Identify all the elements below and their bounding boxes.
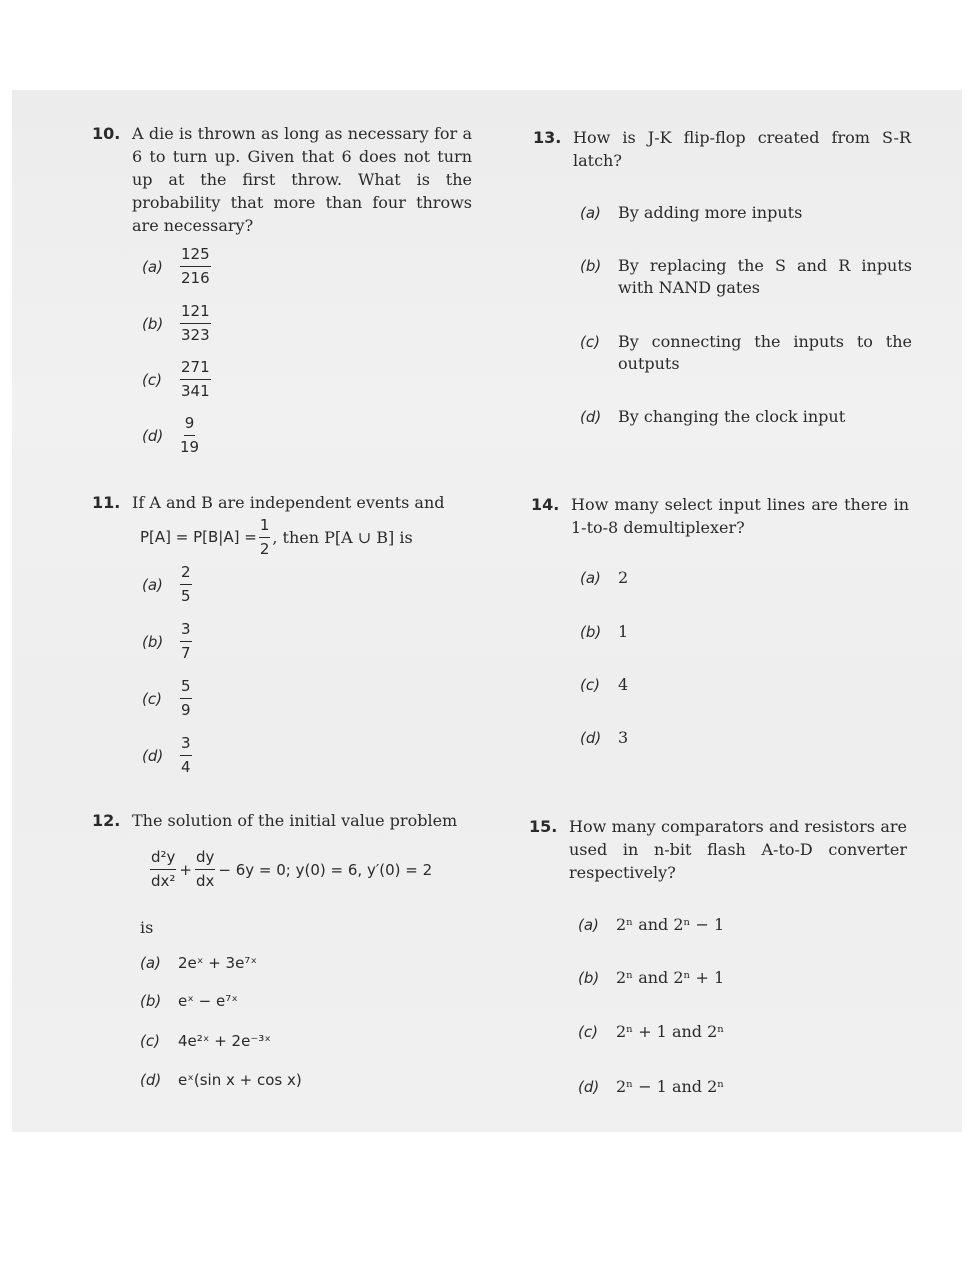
- option-label: (a): [580, 204, 601, 222]
- option-text: 2ⁿ and 2ⁿ + 1: [616, 968, 725, 987]
- option-b: [140, 990, 238, 1012]
- option-label: (d): [140, 1071, 162, 1089]
- option-text: 2eˣ + 3e⁷ˣ: [178, 954, 257, 972]
- option-label: (a): [580, 569, 601, 587]
- option-text: 1: [618, 622, 629, 641]
- option-text: By adding more inputs: [618, 203, 803, 222]
- option-c: [578, 1021, 724, 1043]
- fraction: $\frac{5}{9}$: [181, 677, 191, 719]
- formula: P[A] = P[B|A] =: [140, 528, 257, 546]
- option-label: (b): [140, 992, 162, 1010]
- option-d: [142, 734, 192, 777]
- fraction: $\frac{3}{7}$: [181, 620, 191, 662]
- option-c: [142, 358, 211, 401]
- option-b: [580, 621, 628, 643]
- question-12: [92, 809, 474, 832]
- option-a: [140, 952, 257, 974]
- option-a: [580, 567, 628, 589]
- option-label: (c): [580, 676, 600, 694]
- fraction: $\frac{125}{216}$: [181, 245, 210, 287]
- question-number: 10.: [92, 124, 121, 143]
- option-label: (b): [580, 623, 602, 641]
- option-d: [578, 1076, 724, 1098]
- option-text: eˣ − e⁷ˣ: [178, 992, 238, 1010]
- option-label: (d): [578, 1078, 600, 1096]
- fraction: $\frac{1}{2}$: [259, 516, 270, 558]
- equation: $\frac{\text{d²y}}{\text{dx²}}$ + $\frac{dy}{dx}$ − 6y = 0; y(0) = 6, y′(0) = 2: [151, 848, 433, 890]
- option-label: (b): [142, 632, 164, 651]
- option-text: 2ⁿ − 1 and 2ⁿ: [616, 1077, 725, 1096]
- option-text: 4: [618, 675, 629, 694]
- option-b: [578, 967, 724, 989]
- fraction: $\frac{dy}{dx}$: [196, 848, 215, 890]
- question-11: [92, 491, 474, 559]
- option-c: [140, 1030, 271, 1052]
- formula-tail: , then P[A ∪ B] is: [272, 528, 413, 547]
- option-d: [140, 1069, 302, 1091]
- question-text: A die is thrown as long as necessary for a 6 to turn up. Given that 6 does not turn up at the first throw. What is the probability that more than four throws are necessary?: [132, 124, 472, 235]
- option-label: (d): [142, 746, 164, 765]
- option-label: (c): [140, 1032, 160, 1050]
- fraction: $\frac{9}{19}$: [180, 414, 200, 456]
- option-text: By replacing the S and R inputs with NAND gates: [618, 256, 912, 297]
- question-text: The solution of the initial value problem: [132, 811, 458, 830]
- option-label: (a): [142, 575, 163, 594]
- option-c: [580, 674, 628, 696]
- option-d: [580, 406, 845, 428]
- question-text: How is J-K flip-flop created from S-R latch?: [573, 128, 911, 170]
- option-text: 2ⁿ and 2ⁿ − 1: [616, 915, 725, 934]
- equation-rest: − 6y = 0; y(0) = 6, y′(0) = 2: [218, 860, 433, 879]
- option-label: (c): [142, 370, 162, 389]
- option-d: [142, 414, 199, 457]
- option-a: [580, 202, 802, 224]
- question-number: 15.: [529, 817, 558, 836]
- question-tail: is: [140, 918, 154, 937]
- question-text: How many select input lines are there in 1-to-8 demultiplexer?: [571, 495, 909, 537]
- option-a: [142, 563, 192, 606]
- option-text: 4e²ˣ + 2e⁻³ˣ: [178, 1032, 271, 1050]
- option-text: 2: [618, 568, 629, 587]
- question-15: [529, 815, 909, 884]
- question-number: 13.: [533, 128, 562, 147]
- question-number: 11.: [92, 493, 121, 512]
- question-number: 12.: [92, 811, 121, 830]
- option-label: (b): [578, 969, 600, 987]
- question-text: If A and B are independent events and: [132, 493, 445, 512]
- question-text: How many comparators and resistors are used in n-bit flash A-to-D converter respectively?: [569, 817, 907, 882]
- option-label: (d): [580, 729, 602, 747]
- option-label: (a): [578, 916, 599, 934]
- fraction: $\frac{121}{323}$: [181, 302, 210, 344]
- option-label: (a): [142, 257, 163, 276]
- fraction: $\frac{271}{341}$: [181, 358, 210, 400]
- option-a: [578, 914, 724, 936]
- question-13: [533, 126, 913, 172]
- fraction: $\frac{2}{5}$: [181, 563, 191, 605]
- option-text: 3: [618, 728, 629, 747]
- option-b: [142, 302, 211, 345]
- option-label: (b): [580, 257, 602, 275]
- option-label: (c): [580, 333, 600, 351]
- option-c: [580, 331, 912, 375]
- fraction: $\frac{3}{4}$: [181, 734, 191, 776]
- option-a: [142, 245, 211, 288]
- question-14: [531, 493, 911, 539]
- option-text: eˣ(sin x + cos x): [178, 1071, 302, 1089]
- fraction: $\frac{\text{d²y}}{\text{dx²}}$: [151, 848, 176, 890]
- option-c: [142, 677, 192, 720]
- option-b: [580, 255, 912, 299]
- option-d: [580, 727, 628, 749]
- option-label: (c): [578, 1023, 598, 1041]
- option-label: (a): [140, 954, 161, 972]
- option-text: By changing the clock input: [618, 407, 846, 426]
- option-b: [142, 620, 192, 663]
- question-10: [92, 122, 474, 237]
- option-label: (b): [142, 314, 164, 333]
- option-label: (d): [580, 408, 602, 426]
- option-text: By connecting the inputs to the outputs: [618, 332, 912, 373]
- option-label: (d): [142, 426, 164, 445]
- option-label: (c): [142, 689, 162, 708]
- question-number: 14.: [531, 495, 560, 514]
- option-text: 2ⁿ + 1 and 2ⁿ: [616, 1022, 725, 1041]
